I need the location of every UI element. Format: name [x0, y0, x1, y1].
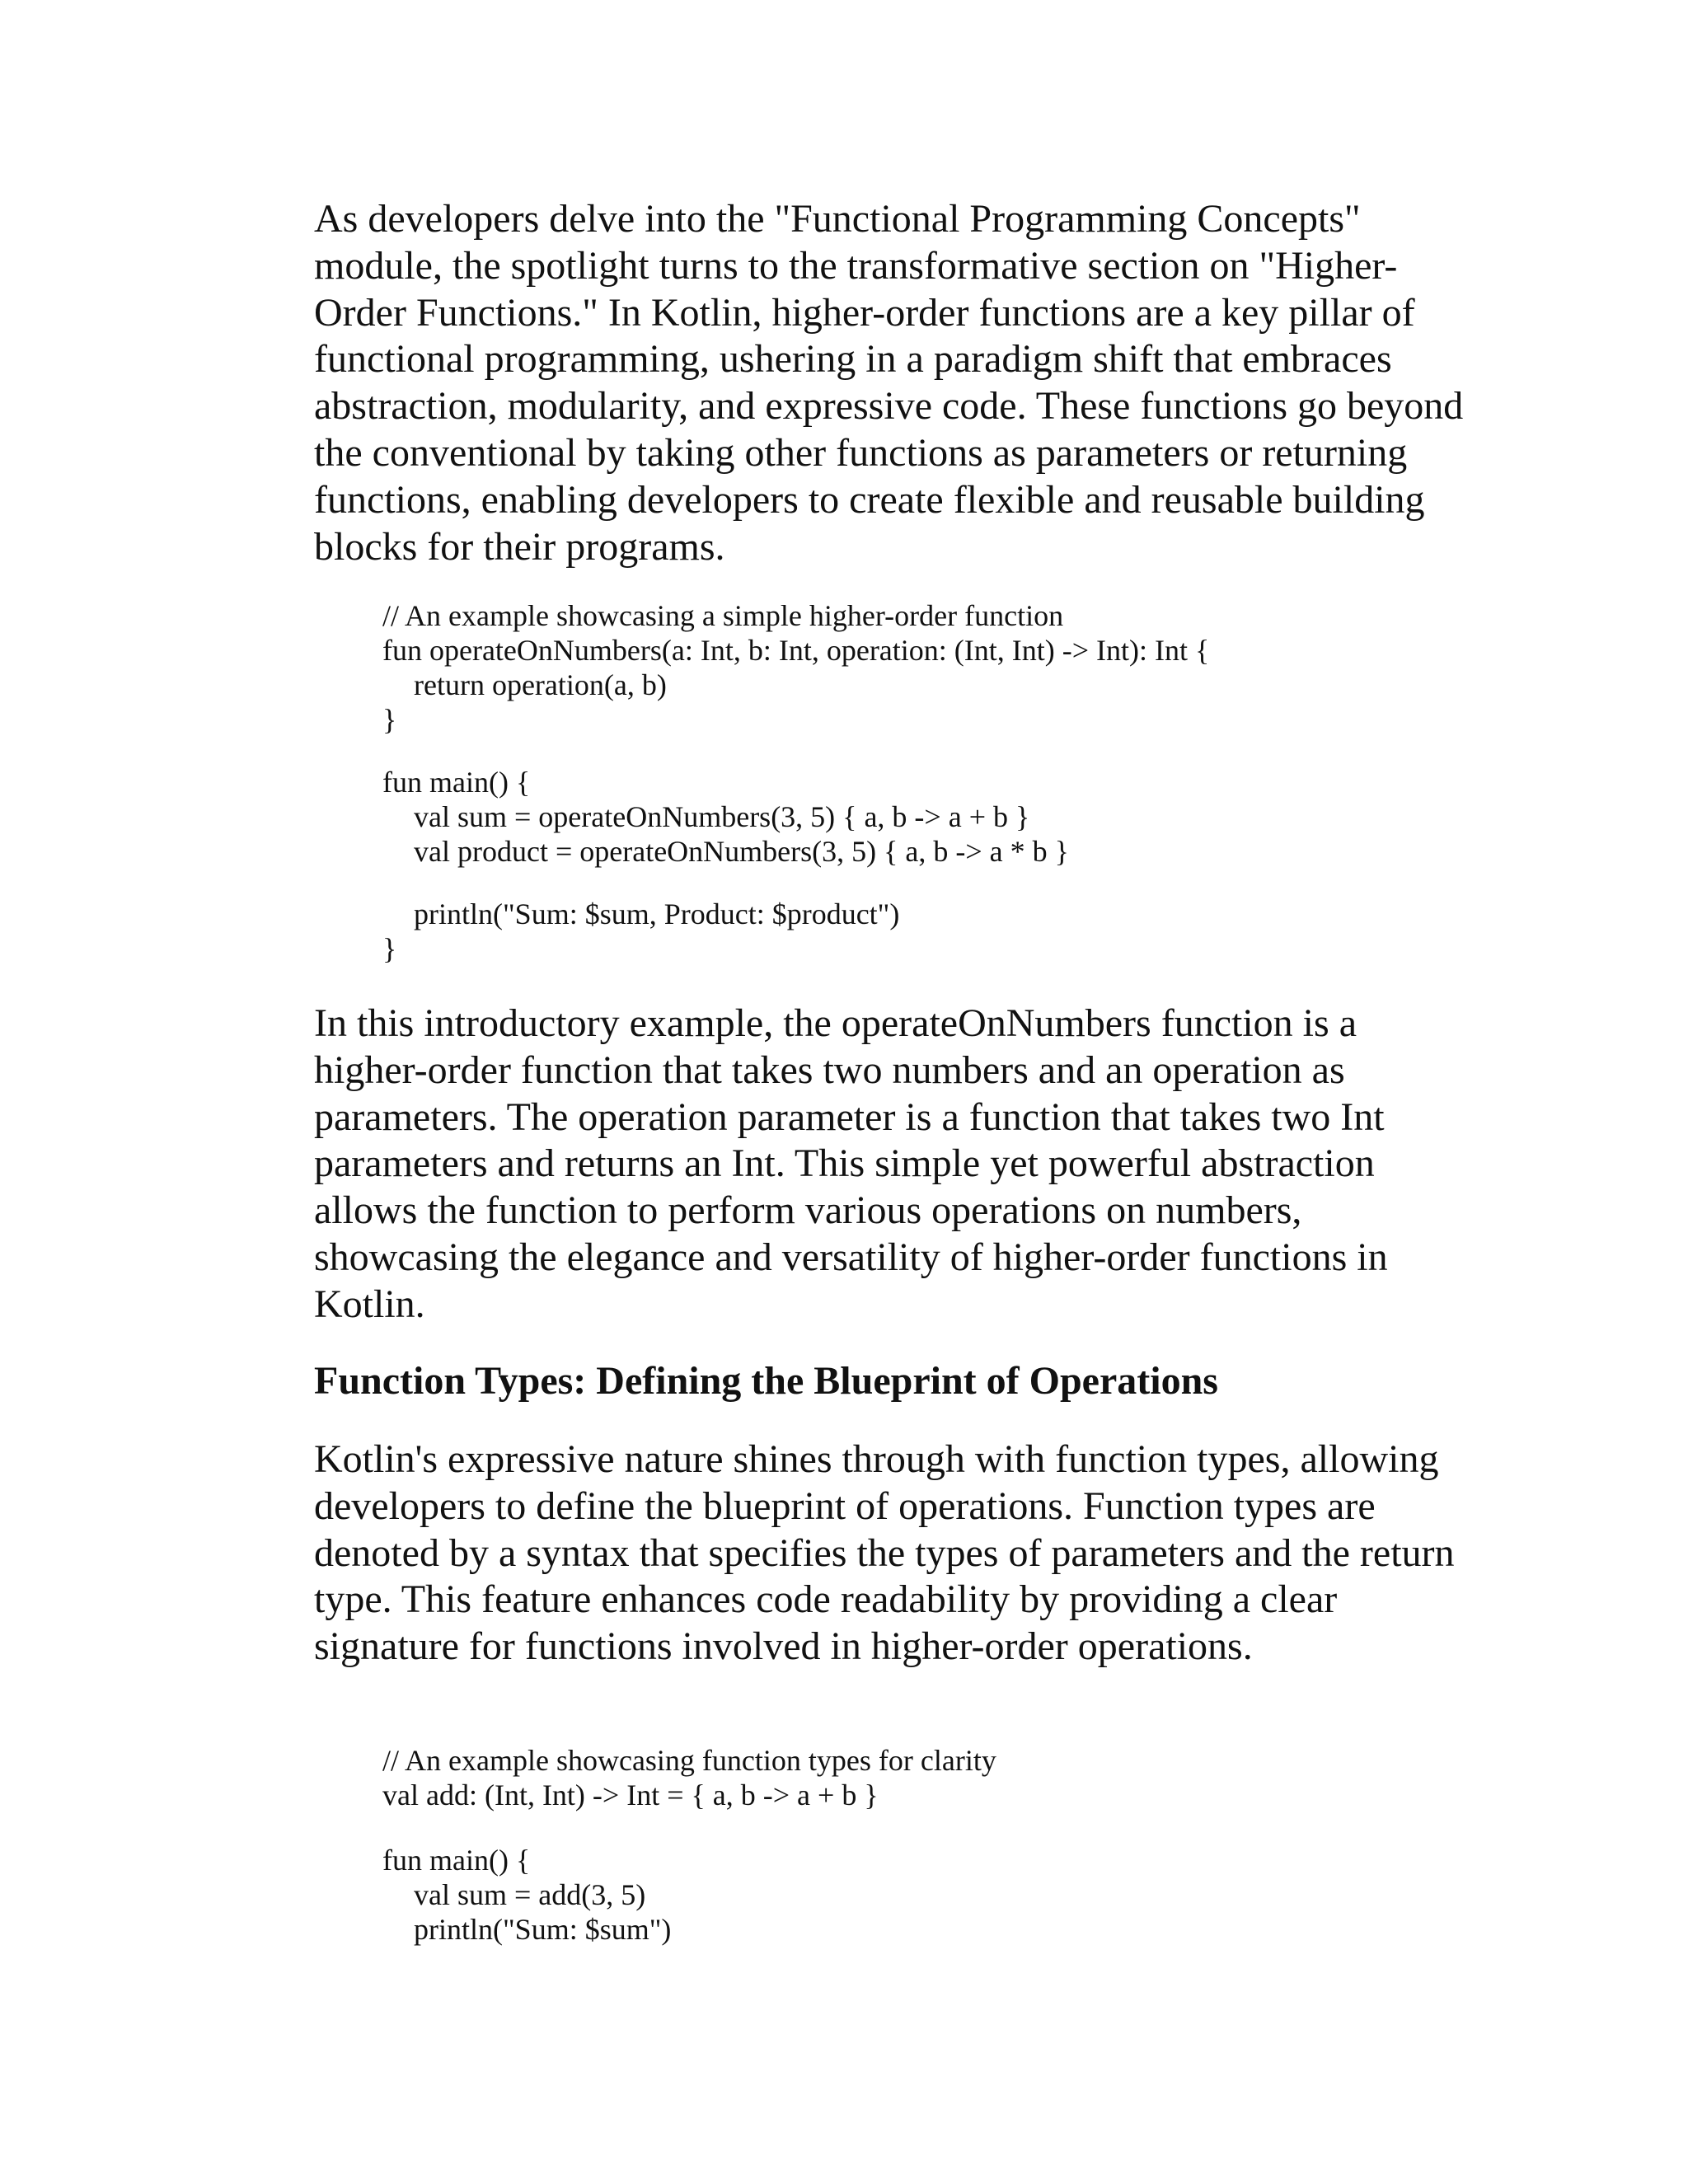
code-line: val product = operateOnNumbers(3, 5) { a, b -> a * b }	[414, 835, 1069, 868]
code-block-function-types	[382, 1743, 1536, 1947]
explanation-paragraph: In this introductory example, the operateOnNumbers function is a higher-order function that takes two numbers and an operation as parameters. The operation parameter is a function that takes two Int parameters and returns an Int. This simple yet powerful abstraction allows the function to perform various operations on numbers, showcasing the elegance and versatility of higher-order functions in Kotlin.	[314, 1001, 1388, 1326]
section-heading: Function Types: Defining the Blueprint of Operations	[314, 1359, 1218, 1403]
code-line: fun operateOnNumbers(a: Int, b: Int, operation: (Int, Int) -> Int): Int {	[382, 634, 1210, 667]
code-line: fun main() {	[382, 1844, 531, 1877]
code-blank-line	[382, 737, 1536, 765]
code-line: return operation(a, b)	[414, 668, 667, 701]
code-line: }	[382, 703, 397, 736]
code-blank-line	[382, 1812, 1536, 1843]
code-line: println("Sum: $sum")	[414, 1913, 672, 1946]
code-line: val sum = operateOnNumbers(3, 5) { a, b -> a + b }	[414, 800, 1030, 833]
intro-paragraph: As developers delve into the "Functional Programming Concepts" module, the spotlight turns to the transformative section on "Higher-Order Functions." In Kotlin, higher-order functions are a key pillar of functional programming, ushering in a paradigm shift that embraces abstraction, modularity, and expressive code. These functions go beyond the conventional by taking other functions as parameters or returning functions, enabling developers to create flexible and reusable building blocks for their programs.	[314, 197, 1464, 569]
code-blank-line	[382, 869, 1536, 897]
code-line: println("Sum: $sum, Product: $product")	[414, 898, 900, 930]
code-line: // An example showcasing a simple higher-order function	[382, 599, 1064, 632]
code-block-higher-order	[382, 598, 1536, 966]
code-line: val add: (Int, Int) -> Int = { a, b -> a + b }	[382, 1779, 879, 1811]
function-types-paragraph: Kotlin's expressive nature shines through with function types, allowing developers to define the blueprint of operations. Function types are denoted by a syntax that specifies the types of parameters and the return type. This feature enhances code readability by providing a clear signature for functions involved in higher-order operations.	[314, 1437, 1455, 1669]
code-line: val sum = add(3, 5)	[414, 1878, 646, 1911]
code-line: // An example showcasing function types for clarity	[382, 1744, 996, 1777]
code-line: }	[382, 932, 397, 965]
code-line: fun main() {	[382, 766, 531, 799]
